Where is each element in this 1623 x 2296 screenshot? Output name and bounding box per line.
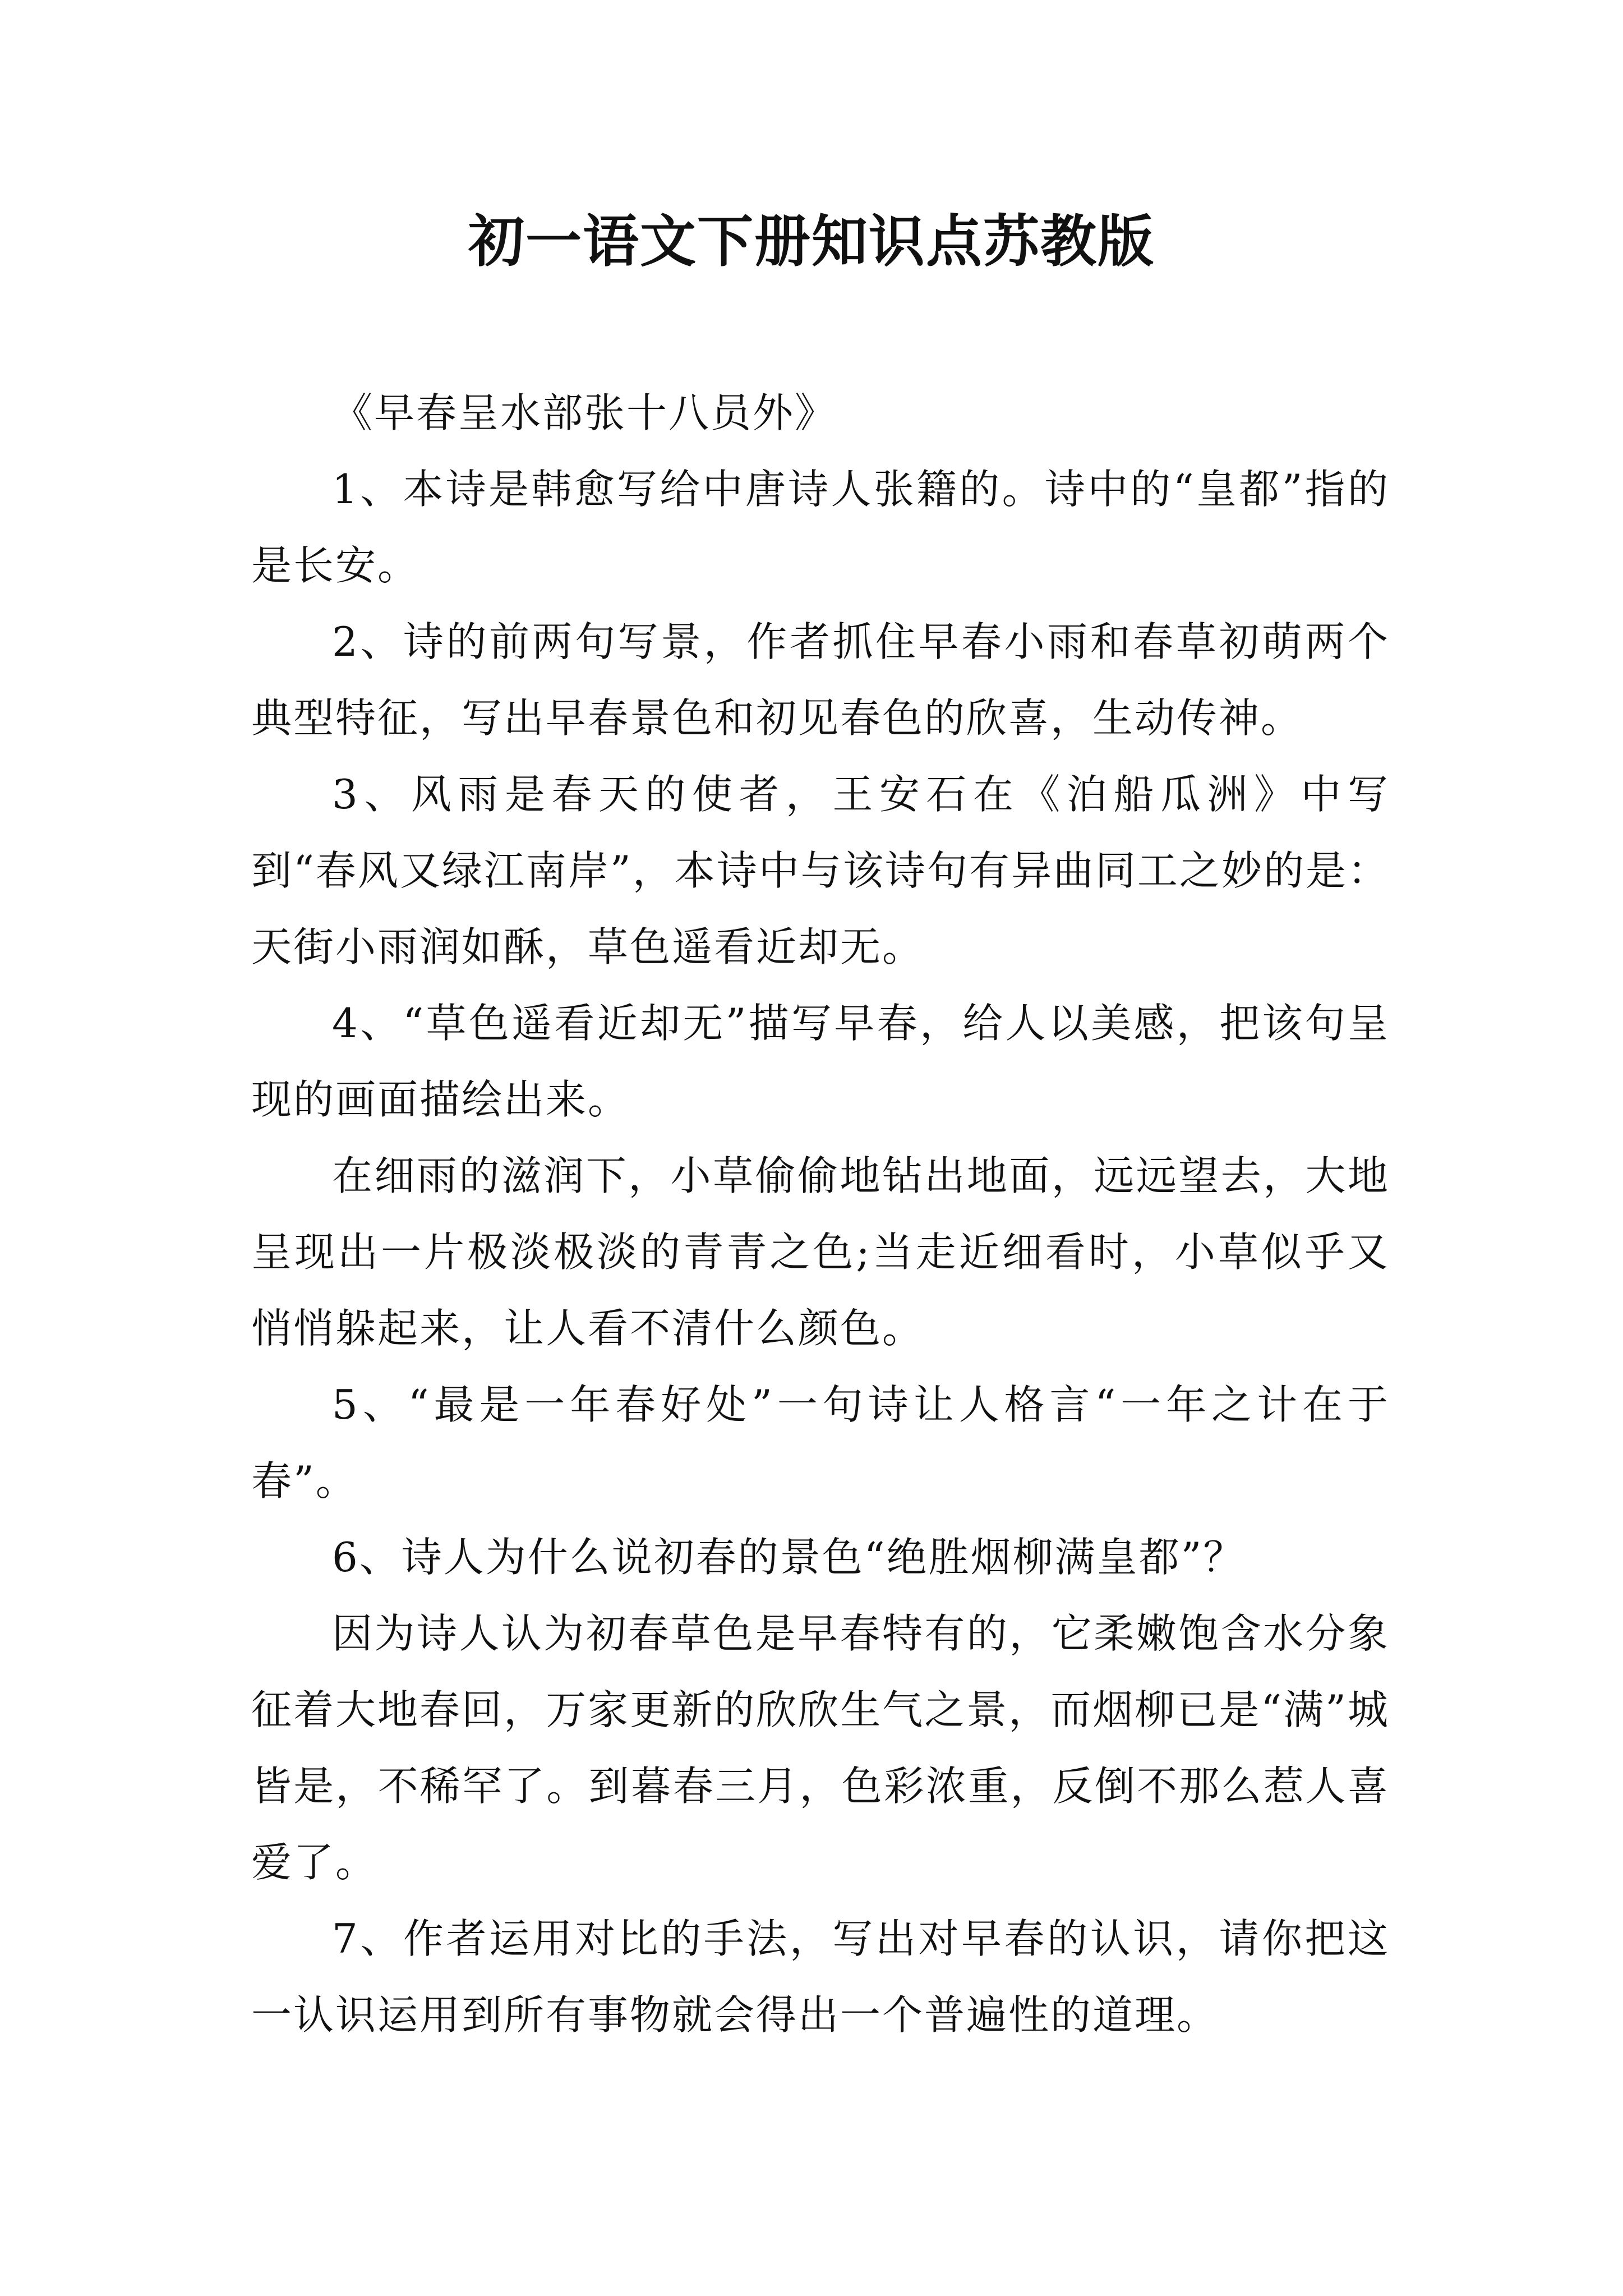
document-title: 初一语文下册知识点苏教版 — [468, 208, 1155, 274]
document-body — [251, 375, 1390, 2053]
paragraph-point-6-answer: 因为诗人认为初春草色是早春特有的，它柔嫩饱含水分象征着大地春回，万家更新的欣欣生气之景，而烟柳已是“满”城皆是，不稀罕了。到暮春三月，色彩浓重，反倒不那么惹人喜爱了。 — [251, 1610, 1390, 1886]
paragraph-point-7: 7、作者运用对比的手法，写出对早春的认识，请你把这一认识运用到所有事物就会得出一个普遍性的道理。 — [251, 1915, 1390, 2039]
paragraph-point-2: 2、诗的前两句写景，作者抓住早春小雨和春草初萌两个典型特征，写出早春景色和初见春色的欣喜，生动传神。 — [251, 618, 1390, 742]
paragraph-point-4-answer: 在细雨的滋润下，小草偷偷地钻出地面，远远望去，大地呈现出一片极淡极淡的青青之色;当走近细看时，小草似乎又悄悄躲起来，让人看不清什么颜色。 — [251, 1152, 1390, 1352]
paragraph-point-6: 6、诗人为什么说初春的景色“绝胜烟柳满皇都”？ — [332, 1534, 1246, 1581]
paragraph-point-5: 5、“最是一年春好处”一句诗让人格言“一年之计在于春”。 — [251, 1381, 1390, 1504]
paragraph-point-4: 4、“草色遥看近却无”描写早春，给人以美感，把该句呈现的画面描绘出来。 — [251, 1000, 1390, 1123]
paragraph-point-3: 3、风雨是春天的使者，王安石在《泊船瓜洲》中写到“春风又绿江南岸”，本诗中与该诗句有异曲同工之妙的是：天街小雨润如酥，草色遥看近却无。 — [251, 771, 1390, 970]
poem-title-paragraph: 《早春呈水部张十八员外》 — [332, 389, 837, 436]
paragraph-point-1: 1、本诗是韩愈写给中唐诗人张籍的。诗中的“皇都”指的是长安。 — [251, 466, 1390, 589]
